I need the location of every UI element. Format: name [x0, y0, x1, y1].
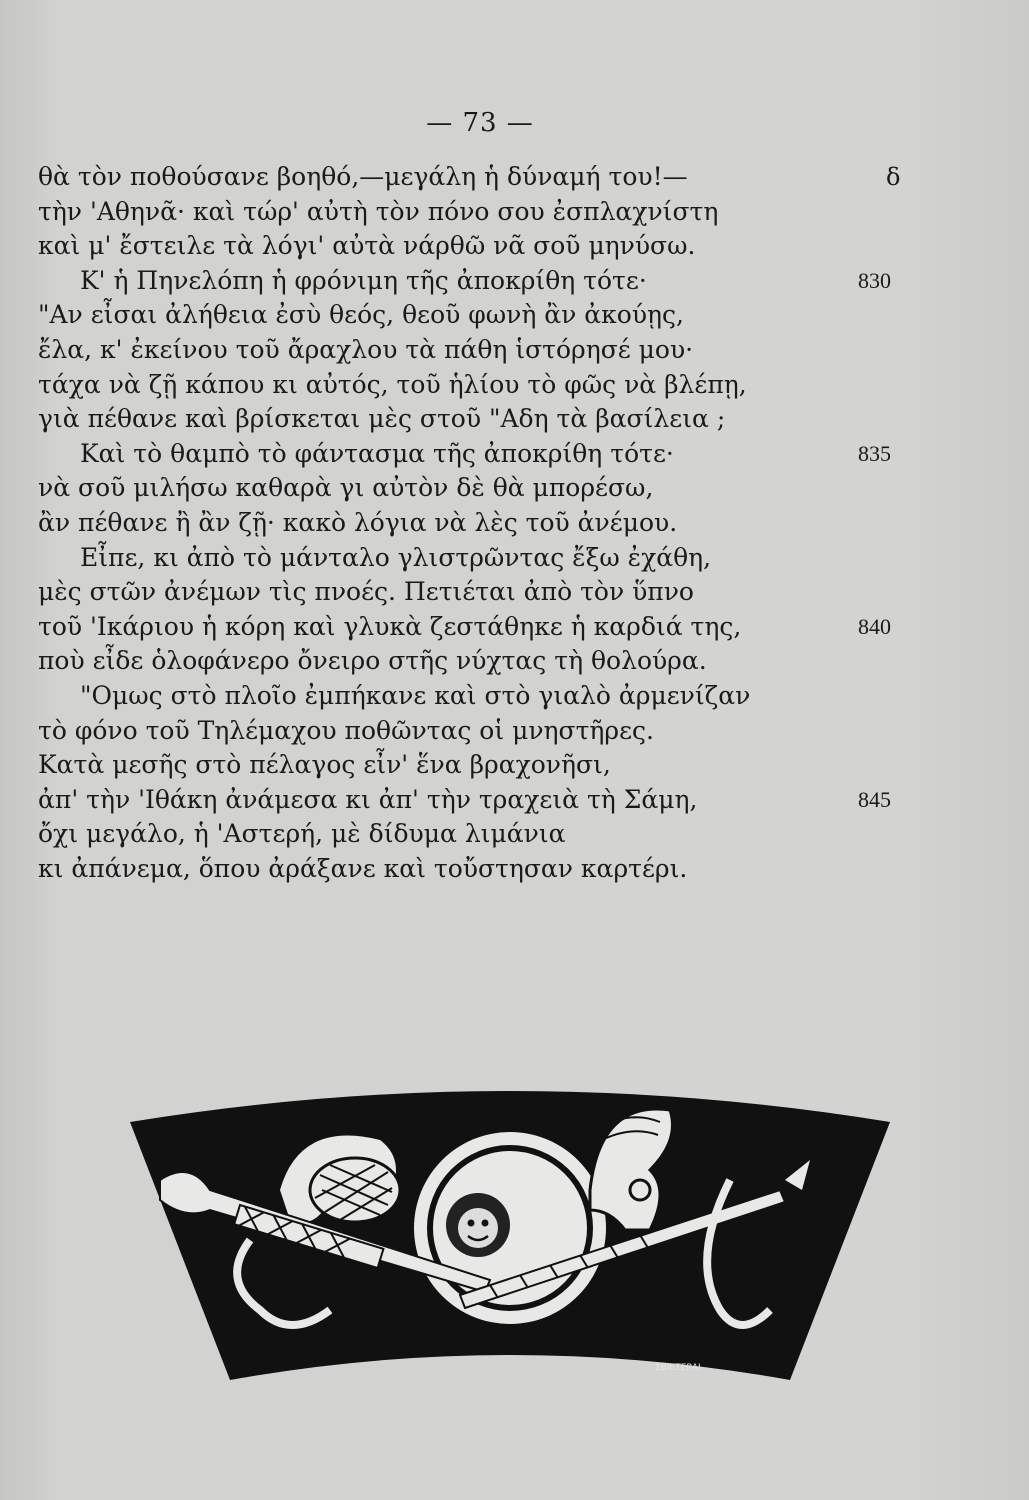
verse-line-text: "Αν εἶσαι ἀλήθεια ἐσὺ θεός, θεοῦ φωνὴ ἂν ἀκούῃς, [38, 300, 684, 330]
line-number: 835 [858, 440, 891, 466]
verse-line [38, 437, 998, 472]
verse-line [38, 644, 998, 679]
verse-line [38, 541, 998, 576]
verse-line [38, 748, 998, 783]
verse-line-text: Κ' ἡ Πηνελόπη ἡ φρόνιμη τῆς ἀποκρίθη τότε· [80, 265, 647, 295]
verse-line-text: "Ομως στὸ πλοῖο ἐμπήκανε καὶ στὸ γιαλὸ ἀρμενίζαν [80, 680, 751, 710]
verse-line-text: θὰ τὸν ποθούσανε βοηθό,—μεγάλη ἡ δύναμή του!— [38, 162, 688, 191]
verse-line [38, 817, 998, 852]
verse-line [38, 264, 998, 299]
verse-line-text: κι ἀπάνεμα, ὅπου ἀράξανε καὶ τοὔστησαν καρτέρι. [38, 853, 688, 883]
verse-line [38, 298, 998, 333]
verse-line [38, 229, 998, 264]
verse-line [38, 333, 998, 368]
verse-line [38, 160, 998, 195]
verse-line [38, 679, 998, 714]
verse-line-text: τοῦ 'Ικάριου ἡ κόρη καὶ γλυκὰ ζεστάθηκε ἡ καρδιά της, [38, 611, 742, 641]
verse-line-text: Κατὰ μεσῆς στὸ πέλαγος εἶν' ἕνα βραχονῆσι, [38, 750, 611, 780]
verse-line [38, 368, 998, 403]
book-mark: δ [886, 163, 901, 191]
verse-line [38, 852, 998, 887]
verse-line [38, 506, 998, 541]
verse-line-text: νὰ σοῦ μιλήσω καθαρὰ γι αὐτὸν δὲ θὰ μπορέσω, [38, 473, 654, 503]
verse-line-text: τάχα νὰ ζῇ κάπου κι αὐτός, τοῦ ἡλίου τὸ φῶς νὰ βλέπῃ, [38, 369, 747, 399]
verse-line-text: Εἶπε, κι ἀπὸ τὸ μάνταλο γλιστρῶντας ἔξω ἐχάθη, [80, 542, 712, 572]
verse-line [38, 610, 998, 645]
verse-line-text: τὴν 'Αθηνᾶ· καὶ τώρ' αὐτὴ τὸν πόνο σου ἐσπλαχνίστη [38, 196, 719, 226]
line-number: 845 [858, 786, 891, 812]
verse-line-text: ὄχι μεγάλο, ἡ 'Αστερή, μὲ δίδυμα λιμάνια [38, 819, 566, 849]
verse-line-text: γιὰ πέθανε καὶ βρίσκεται μὲς στοῦ "Αδη τὰ βασίλεια ; [38, 404, 726, 434]
verse-line-text: μὲς στῶν ἀνέμων τὶς πνοές. Πετιέται ἀπὸ τὸν ὕπνο [38, 577, 694, 607]
illustration-signature: ΣΒΙΕΤΕΡΑΙ [655, 1363, 701, 1373]
verse-line-text: Καὶ τὸ θαμπὸ τὸ φάντασμα τῆς ἀποκρίθη τότε· [80, 438, 674, 468]
verse-line-text: ἂν πέθανε ἢ ἂν ζῇ· κακὸ λόγια νὰ λὲς τοῦ ἀνέμου. [38, 507, 678, 537]
verse-line [38, 195, 998, 230]
verse-line-text: ποὺ εἶδε ὁλοφάνερο ὄνειρο στῆς νύχτας τὴ θολούρα. [38, 646, 707, 676]
verse-line [38, 575, 998, 610]
line-number: 840 [858, 613, 891, 639]
verse-line [38, 783, 998, 818]
page-number: — 73 — [426, 108, 534, 138]
verse-block [38, 160, 998, 886]
decorative-illustration [130, 1080, 890, 1400]
line-number: 830 [858, 267, 891, 293]
verse-line [38, 714, 998, 749]
verse-line-text: τὸ φόνο τοῦ Τηλέμαχου ποθῶντας οἱ μνηστῆρες. [38, 715, 655, 745]
verse-line-text: ἀπ' τὴν 'Ιθάκη ἀνάμεσα κι ἀπ' τὴν τραχειὰ τὴ Σάμη, [38, 784, 698, 814]
verse-line [38, 402, 998, 437]
verse-line-text: ἔλα, κ' ἐκείνου τοῦ ἄραχλου τὰ πάθη ἱστόρησέ μου· [38, 334, 694, 364]
verse-line [38, 471, 998, 506]
verse-line-text: καὶ μ' ἔστειλε τὰ λόγι' αὐτὰ νάρθῶ νᾶ σοῦ μηνύσω. [38, 231, 696, 261]
